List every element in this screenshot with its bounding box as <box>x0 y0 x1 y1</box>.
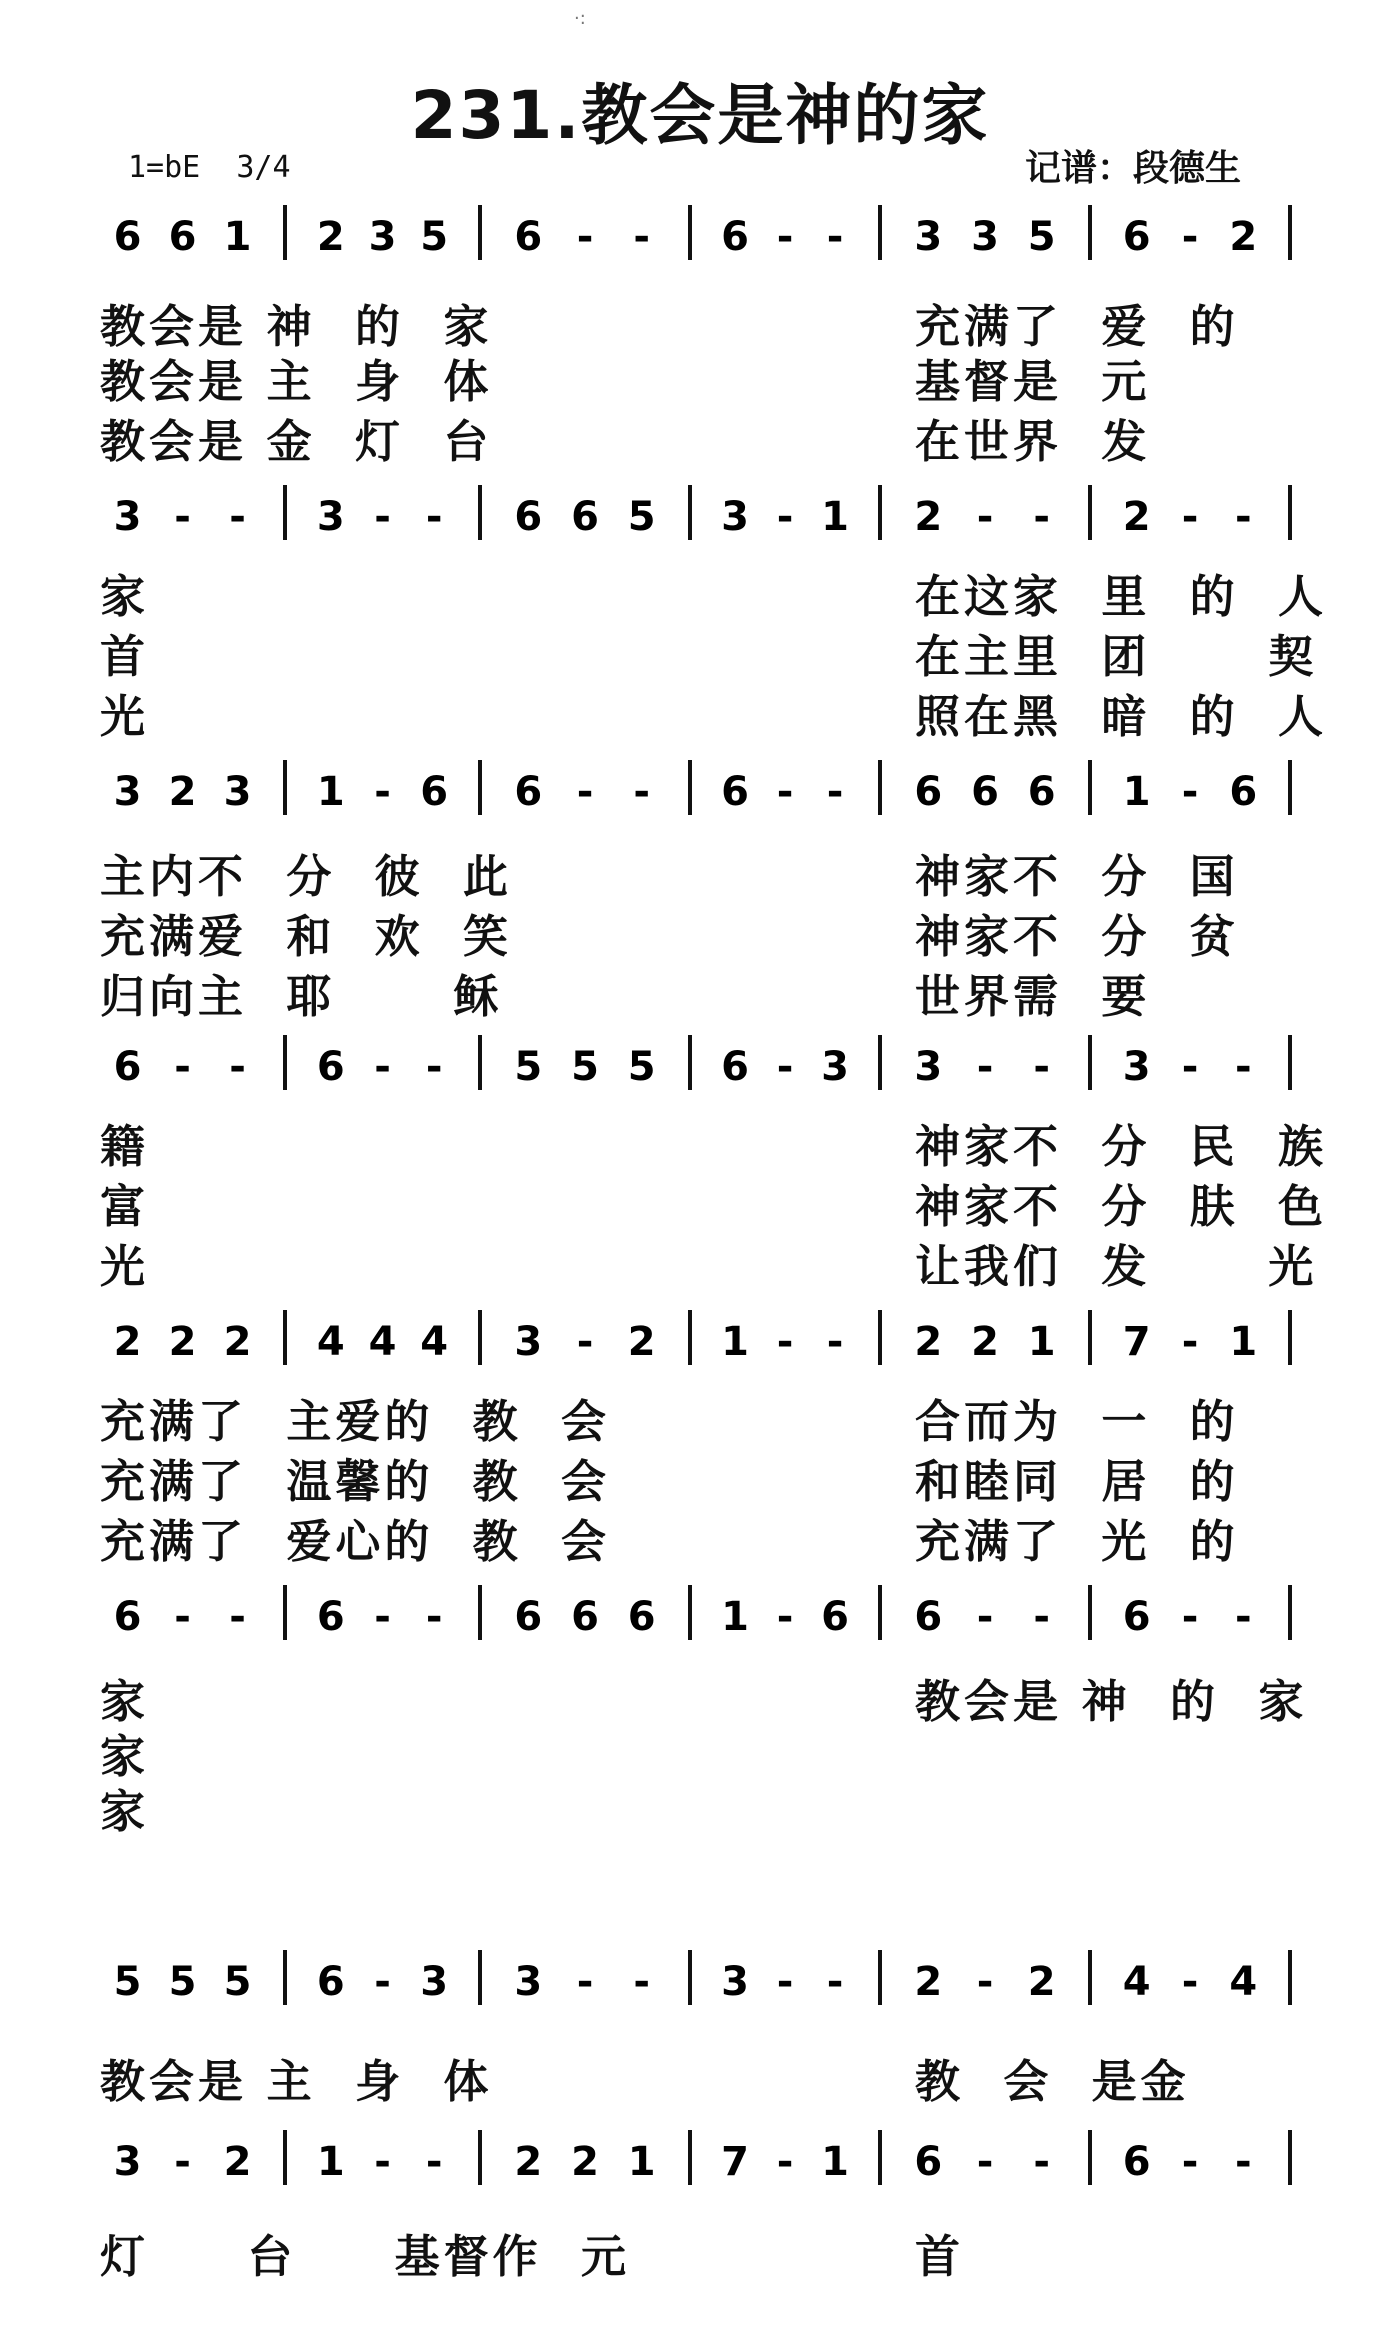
lyric-left: 灯 台 基督作 元 <box>100 2230 630 2283</box>
lyric-right: 在这家 里 的 人 <box>915 570 1327 623</box>
staff-svg <box>0 1580 1400 1650</box>
lyric-right: 充满了 爱 的 <box>915 300 1239 353</box>
note: - <box>976 1594 994 1640</box>
note: - <box>976 1959 994 2005</box>
lyric-left: 富 <box>100 1180 150 1233</box>
note: 1 <box>721 1594 749 1640</box>
note: 1 <box>627 2139 656 2185</box>
note: - <box>1181 1959 1199 2005</box>
note: - <box>1181 214 1199 260</box>
note: 1 <box>1122 769 1151 815</box>
note: 3 <box>914 214 943 260</box>
note: 2 <box>914 1959 943 2005</box>
note: - <box>1181 2139 1199 2185</box>
note: 5 <box>113 1959 142 2005</box>
note: - <box>174 1594 191 1640</box>
note: - <box>229 494 246 540</box>
lyric-left: 充满爱 和 欢 笑 <box>100 910 512 963</box>
note: 6 <box>514 214 543 260</box>
music-line <box>0 2125 1400 2195</box>
note: - <box>576 769 594 815</box>
note: 7 <box>721 2139 749 2185</box>
lyric-left: 教会是 主 身 体 <box>100 2055 493 2108</box>
lyric-right: 首 <box>915 2230 965 2283</box>
credit-line: 记谱：段德生 <box>1025 148 1242 189</box>
lyric-left: 光 <box>100 1240 150 1293</box>
note: 6 <box>1027 769 1056 815</box>
note: 2 <box>1027 1959 1056 2005</box>
note: - <box>1181 769 1199 815</box>
note: 6 <box>914 2139 943 2185</box>
note: 5 <box>514 1044 543 1090</box>
note: - <box>374 494 391 540</box>
note: 3 <box>514 1319 543 1365</box>
note: 2 <box>113 1319 142 1365</box>
lyric-left: 家 <box>100 1785 150 1838</box>
note: - <box>174 2139 191 2185</box>
note: - <box>776 1044 794 1090</box>
lyric-left: 首 <box>100 630 150 683</box>
note: 5 <box>223 1959 252 2005</box>
note: 2 <box>514 2139 543 2185</box>
note: - <box>374 769 391 815</box>
note: 2 <box>627 1319 656 1365</box>
lyric-left: 充满了 温馨的 教 会 <box>100 1455 610 1508</box>
note: 3 <box>113 2139 142 2185</box>
note: 3 <box>113 769 142 815</box>
note: 2 <box>1122 494 1151 540</box>
music-line <box>0 200 1400 270</box>
note: - <box>374 1959 391 2005</box>
note: 6 <box>113 1594 142 1640</box>
note: - <box>776 214 794 260</box>
music-line <box>0 1030 1400 1100</box>
note: - <box>576 214 594 260</box>
note: 5 <box>627 1044 656 1090</box>
lyric-left: 光 <box>100 690 150 743</box>
note: - <box>425 494 443 540</box>
staff-svg <box>0 1305 1400 1375</box>
note: - <box>174 1044 191 1090</box>
note: - <box>1235 2139 1252 2185</box>
note: 1 <box>721 1319 749 1365</box>
note: 4 <box>420 1319 449 1365</box>
note: 3 <box>113 494 142 540</box>
note: 6 <box>514 769 543 815</box>
note: 6 <box>721 769 749 815</box>
note: 7 <box>1122 1319 1151 1365</box>
note: - <box>826 1319 844 1365</box>
note: 6 <box>420 769 449 815</box>
note: 6 <box>1229 769 1258 815</box>
note: 1 <box>1229 1319 1258 1365</box>
note: - <box>1033 494 1050 540</box>
note: 6 <box>1122 1594 1151 1640</box>
lyric-left: 家 <box>100 1730 150 1783</box>
note: 1 <box>316 2139 345 2185</box>
note: - <box>1033 1044 1050 1090</box>
note: 6 <box>1122 2139 1151 2185</box>
note: 2 <box>1229 214 1258 260</box>
note: 2 <box>971 1319 999 1365</box>
note: - <box>1181 494 1199 540</box>
staff-svg <box>0 480 1400 550</box>
music-line <box>0 480 1400 550</box>
note: 5 <box>571 1044 599 1090</box>
note: 6 <box>1122 214 1151 260</box>
note: - <box>1235 494 1252 540</box>
lyric-left: 教会是 神 的 家 <box>100 300 493 353</box>
lyric-right: 世界需 要 <box>915 970 1151 1023</box>
note: 3 <box>821 1044 849 1090</box>
note: - <box>826 769 844 815</box>
note: 5 <box>627 494 656 540</box>
lyric-left: 教会是 金 灯 台 <box>100 415 493 468</box>
note: 4 <box>1122 1959 1151 2005</box>
note: 6 <box>571 494 599 540</box>
note: - <box>976 2139 994 2185</box>
note: - <box>633 214 650 260</box>
note: 5 <box>1027 214 1056 260</box>
note: - <box>576 1959 594 2005</box>
lyric-right: 在主里 团 契 <box>915 630 1318 683</box>
lyric-right: 充满了 光 的 <box>915 1515 1239 1568</box>
page-title: 231.教会是神的家 <box>410 77 990 154</box>
note: 3 <box>420 1959 449 2005</box>
music-line <box>0 1945 1400 2015</box>
note: 1 <box>316 769 345 815</box>
note: 6 <box>721 214 749 260</box>
note: - <box>776 2139 794 2185</box>
lyric-right: 神家不 分 贫 <box>915 910 1239 963</box>
note: - <box>425 2139 443 2185</box>
note: 2 <box>168 769 197 815</box>
note: 3 <box>1122 1044 1151 1090</box>
lyric-right: 基督是 元 <box>915 355 1151 408</box>
note: 2 <box>316 214 345 260</box>
note: - <box>776 494 794 540</box>
note: 6 <box>914 769 943 815</box>
lyric-left: 充满了 爱心的 教 会 <box>100 1515 610 1568</box>
note: - <box>633 769 650 815</box>
staff-svg <box>0 755 1400 825</box>
note: - <box>425 1594 443 1640</box>
note: 2 <box>168 1319 197 1365</box>
note: 2 <box>914 494 943 540</box>
note: - <box>1181 1044 1199 1090</box>
note: - <box>776 1959 794 2005</box>
note: 5 <box>420 214 449 260</box>
note: 6 <box>721 1044 749 1090</box>
scan-speck: ·: <box>574 8 586 29</box>
note: 3 <box>721 494 749 540</box>
note: 6 <box>571 1594 599 1640</box>
note: - <box>174 494 191 540</box>
note: - <box>776 1594 794 1640</box>
lyric-right: 神家不 分 民 族 <box>915 1120 1327 1173</box>
note: - <box>1033 1594 1050 1640</box>
staff-svg <box>0 2125 1400 2195</box>
note: - <box>1181 1594 1199 1640</box>
note: - <box>425 1044 443 1090</box>
note: 1 <box>821 494 849 540</box>
note: 4 <box>368 1319 397 1365</box>
note: 6 <box>627 1594 656 1640</box>
note: 6 <box>514 1594 543 1640</box>
lyric-right: 神家不 分 肤 色 <box>915 1180 1327 1233</box>
note: - <box>576 1319 594 1365</box>
note: 3 <box>223 769 252 815</box>
note: 6 <box>113 214 142 260</box>
note: 2 <box>914 1319 943 1365</box>
note: 3 <box>721 1959 749 2005</box>
lyric-left: 教会是 主 身 体 <box>100 355 493 408</box>
music-line <box>0 1580 1400 1650</box>
note: - <box>1033 2139 1050 2185</box>
lyric-left: 归向主 耶 稣 <box>100 970 503 1023</box>
note: 6 <box>168 214 197 260</box>
note: 1 <box>223 214 252 260</box>
lyric-right: 教会是 神 的 家 <box>915 1675 1308 1728</box>
note: 6 <box>316 1959 345 2005</box>
note: 3 <box>368 214 397 260</box>
lyric-left: 充满了 主爱的 教 会 <box>100 1395 610 1448</box>
note: - <box>826 214 844 260</box>
note: 1 <box>1027 1319 1056 1365</box>
note: - <box>374 1594 391 1640</box>
note: 4 <box>1229 1959 1258 2005</box>
lyric-right: 教 会 是金 <box>915 2055 1190 2108</box>
music-line <box>0 1305 1400 1375</box>
note: - <box>229 1594 246 1640</box>
staff-svg <box>0 1945 1400 2015</box>
note: 2 <box>223 1319 252 1365</box>
lyric-left: 主内不 分 彼 此 <box>100 850 512 903</box>
note: 2 <box>571 2139 599 2185</box>
lyric-left: 家 <box>100 570 150 623</box>
lyric-left: 籍 <box>100 1120 150 1173</box>
lyric-left: 家 <box>100 1675 150 1728</box>
note: - <box>976 1044 994 1090</box>
note: 6 <box>821 1594 849 1640</box>
staff-svg <box>0 200 1400 270</box>
note: 6 <box>971 769 999 815</box>
lyric-right: 神家不 分 国 <box>915 850 1239 903</box>
lyric-right: 照在黑 暗 的 人 <box>915 690 1327 743</box>
lyric-right: 在世界 发 <box>915 415 1151 468</box>
music-line <box>0 755 1400 825</box>
key-signature: 1=bE 3/4 <box>128 150 291 185</box>
note: - <box>776 1319 794 1365</box>
note: - <box>374 1044 391 1090</box>
note: 3 <box>514 1959 543 2005</box>
note: - <box>633 1959 650 2005</box>
note: - <box>1235 1594 1252 1640</box>
lyric-right: 让我们 发 光 <box>915 1240 1318 1293</box>
note: 5 <box>168 1959 197 2005</box>
note: 6 <box>316 1044 345 1090</box>
note: - <box>229 1044 246 1090</box>
note: 3 <box>316 494 345 540</box>
note: - <box>776 769 794 815</box>
note: 6 <box>113 1044 142 1090</box>
note: - <box>1235 1044 1252 1090</box>
note: 6 <box>316 1594 345 1640</box>
note: 3 <box>914 1044 943 1090</box>
note: 6 <box>514 494 543 540</box>
note: - <box>374 2139 391 2185</box>
note: - <box>1181 1319 1199 1365</box>
note: 2 <box>223 2139 252 2185</box>
note: 3 <box>971 214 999 260</box>
lyric-right: 合而为 一 的 <box>915 1395 1239 1448</box>
note: 6 <box>914 1594 943 1640</box>
note: 1 <box>821 2139 849 2185</box>
note: - <box>976 494 994 540</box>
note: - <box>826 1959 844 2005</box>
staff-svg <box>0 1030 1400 1100</box>
lyric-right: 和睦同 居 的 <box>915 1455 1239 1508</box>
note: 4 <box>316 1319 345 1365</box>
